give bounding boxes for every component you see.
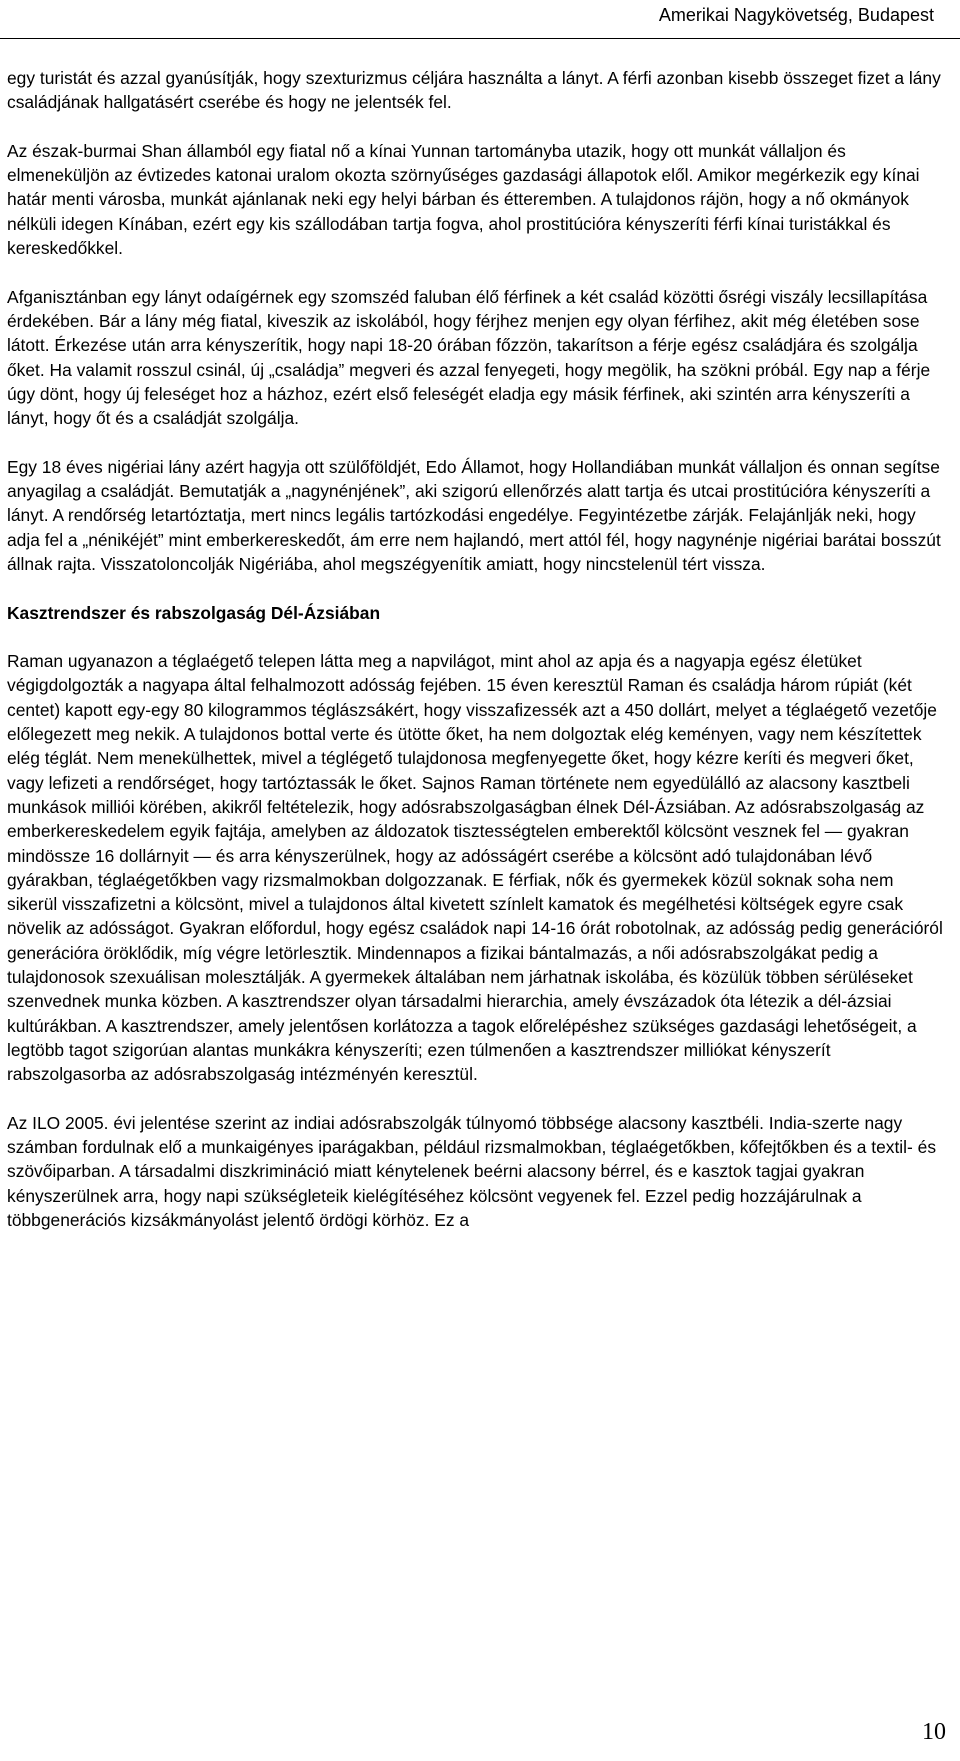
document-body (7, 66, 943, 1257)
header-rule (0, 38, 960, 39)
paragraph: egy turistát és azzal gyanúsítják, hogy szexturizmus céljára használta a lányt. A férfi azonban kisebb összeget fizet a lány családjának hallgatásért cserébe és hogy ne jelentsék fel. (7, 68, 941, 113)
paragraph: Az észak-burmai Shan államból egy fiatal nő a kínai Yunnan tartományba utazik, hogy ott munkát vállaljon és elmeneküljön az évtizedes katonai uralom okozta szörnyűséges gazdasági állapotok elől. Amikor megérkezik egy kínai határ menti városba, munkát ajánlanak neki egy helyi bárban és étteremben. A tulajdonos rájön, hogy a nő okmányok nélküli idegen Kínában, ezért egy kis szállodában tartja fogva, ahol prostitúcióra kényszeríti férfi kínai turistákkal és kereskedőkkel. (7, 140, 920, 259)
running-header: Amerikai Nagykövetség, Budapest (658, 5, 934, 25)
paragraph: Raman ugyanazon a téglaégető telepen látta meg a napvilágot, mint ahol az apja és a nagyapja egész életüket végigdolgozták a nagyapa által felhalmozott adósság fejében. 15 éven keresztül Raman és családja három rúpiát (két centet) kapott egy-egy 80 kilogrammos téglászsákért, hogy visszafizessék azt a 450 dollárt, melyet a téglaégető vezetője előlegezett meg nekik. A tulajdonos bottal verte és ütötte őket, ha nem dolgoztak elég keményen, vagy nem készítettek elég téglát. Nem menekülhettek, mivel a téglégető tulajdonosa megfenyegette őket, hogy kézre keríti és megveri őket, vagy lefizeti a rendőrséget, hogy tartóztassák le őket. Sajnos Raman története nem egyedülálló az alacsony kasztbeli munkások milliói körében, akikről feltételezik, hogy adósrabszolgaságban élnek Dél-Ázsiában. Az adósrabszolgaság az emberkereskedelem egyik fajtája, amelyben az áldozatok tisztességtelen emberektől kölcsönt vesznek fel — gyakran mindössze 16 dollárnyit — és arra kényszerülnek, hogy az adósságért cserébe a kölcsönt adó tulajdonában lévő gyárakban, téglaégetőkben vagy rizsmalmokban dolgozzanak. E férfiak, nők és gyermekek közül soknak soha nem sikerül visszafizetni a kölcsönt, mivel a tulajdonos által kivetett színlelt kamatok és megélhetési költségek egyre csak növelik az adósságot. Gyakran előfordul, hogy egész családok napi 14-16 órát robotolnak, az adósság pedig generációról generációra öröklődik, míg végre letörlesztik. Mindennapos a fizikai bántalmazás, a női adósrabszolgákat pedig a tulajdonosok szexuálisan molesztálják. A gyermekek általában nem járhatnak iskolába, és közülük többen sérüléseket szenvednek munka közben. A kasztrendszer olyan társadalmi hierarchia, amely évszázadok óta létezik a dél-ázsiai kultúrákban. A kasztrendszer, amely jelentősen korlátozza a tagok előrelépéshez szükséges gazdasági lehetőségeit, a legtöbb tagot szigorúan alantas munkákra kényszeríti; ezen túlmenően a kasztrendszer milliókat kényszerít rabszolgasorba az adósrabszolgaság intézményén keresztül. (7, 651, 943, 1085)
section-heading: Kasztrendszer és rabszolgaság Dél-Ázsiában (7, 602, 381, 623)
page-number: 10 (922, 1719, 946, 1745)
paragraph: Afganisztánban egy lányt odaígérnek egy szomszéd faluban élő férfinek a két család közötti ősrégi viszály lecsillapítása érdekében. Bár a lány még fiatal, kiveszik az iskolából, hogy férjhez menjen egy olyan férfihez, akit még életében sose látott. Érkezése után arra kényszerítik, hogy napi 18-20 órában főzzön, takarítson a férje egész családjára és szolgálja őket. Ha valamit rosszul csinál, új „családja” megveri és azzal fenyegeti, hogy megölik, ha szökni próbál. Egy nap a férje úgy dönt, hogy új feleséget hoz a házhoz, ezért első feleségét eladja egy másik férfinek, aki szintén arra kényszeríti a lányt, hogy őt és a családját szolgálja. (7, 286, 931, 429)
paragraph: Az ILO 2005. évi jelentése szerint az indiai adósrabszolgák túlnyomó többsége alacsony kasztbéli. India-szerte nagy számban fordulnak elő a munkaigényes iparágakban, például rizsmalmokban, téglaégetőkben, kőfejtőkben és a textil- és szövőiparban. A társadalmi diszkrimináció miatt kénytelenek beérni alacsony bérrel, és e kasztok tagjai gyakran kényszerülnek arra, hogy napi szükségleteik kielégítéséhez kölcsönt vegyenek fel. Ezzel pedig hozzájárulnak a többgenerációs kizsákmányolást jelentő ördögi körhöz. Ez a (7, 1112, 937, 1230)
paragraph: Egy 18 éves nigériai lány azért hagyja ott szülőföldjét, Edo Államot, hogy Hollandiában munkát vállaljon és onnan segítse anyagilag a családját. Bemutatják a „nagynénjének”, aki szigorú ellenőrzés alatt tartja és utcai prostitúcióra kényszeríti a lányt. A rendőrség letartóztatja, mert nincs legális tartózkodási engedélye. Fegyintézetbe zárják. Felajánlják neki, hogy adja fel a „nénikéjét” mint emberkereskedőt, ám erre nem hajlandó, mert attól fél, hogy nagynénje nigériai barátai bosszút állnak rajta. Visszatoloncolják Nigériába, ahol megszégyenítik amiatt, hogy nincstelenül tért vissza. (7, 456, 941, 574)
